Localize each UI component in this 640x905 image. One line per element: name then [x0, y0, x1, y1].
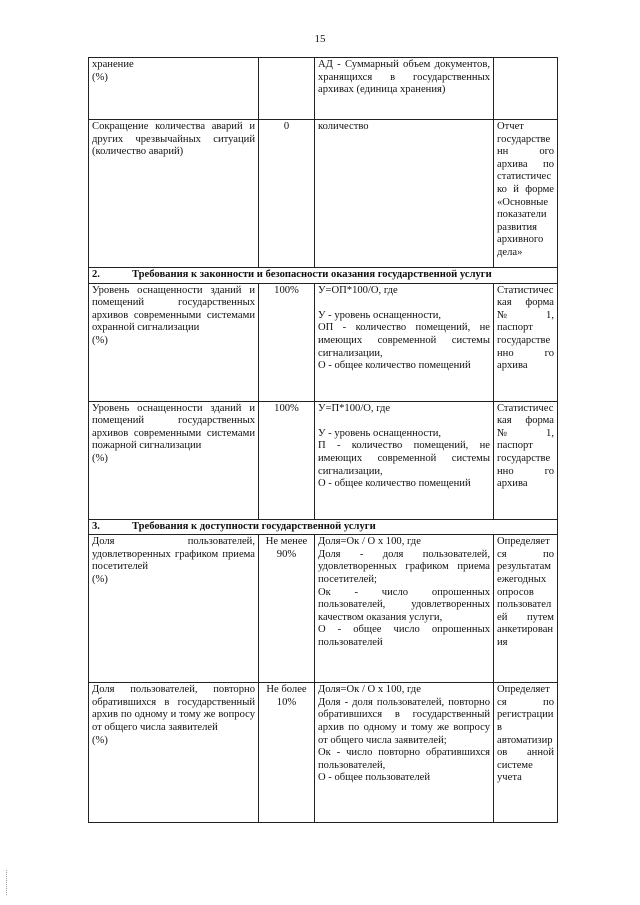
- value-cell: [259, 58, 315, 120]
- value-cell: Не менее 90%: [259, 535, 315, 683]
- value-cell: Не более 10%: [259, 683, 315, 823]
- page-number: 15: [314, 33, 326, 45]
- formula-cell: количество: [315, 120, 494, 268]
- requirements-table: [88, 57, 558, 823]
- table-row: [89, 535, 558, 683]
- section-header: [89, 519, 558, 535]
- indicator-cell: Уровень оснащенности зданий и помещений государственных архивов современными системами пожарной сигнализации (%): [89, 401, 259, 519]
- value-cell: 100%: [259, 401, 315, 519]
- section-number: 3.: [92, 520, 100, 532]
- table-row: [89, 283, 558, 401]
- value-cell: 100%: [259, 283, 315, 401]
- section-header-row: [89, 519, 558, 535]
- indicator-cell: Сокращение количества аварий и других чрезвычайных ситуаций (количество аварий): [89, 120, 259, 268]
- source-cell: Определяется по регистрации в автоматизиров анной системе учета: [494, 683, 558, 823]
- formula-cell: Доля=Ок / О х 100, где Доля - доля пользователей, повторно обратившихся в государственный архив по одному и тому же вопросу от общего числа заявителей; Ок - число повторно обратившихся пользователей, О - общее пользователей: [315, 683, 494, 823]
- section-header-row: [89, 268, 558, 284]
- margin-mark: [6, 870, 9, 895]
- table-row: [89, 58, 558, 120]
- source-cell: Отчет государственн ого архива по статистическо й форме «Основные показатели развития архивного дела»: [494, 120, 558, 268]
- section-title: Требования к законности и безопасности оказания государственной услуги: [132, 269, 492, 280]
- table-row: [89, 120, 558, 268]
- formula-cell: АД - Суммарный объем документов, хранящихся в государственных архивах (единица хранения): [315, 58, 494, 120]
- formula-cell: У=ОП*100/О, где У - уровень оснащенности, ОП - количество помещений, не имеющих современной системы сигнализации, О - общее количество помещений: [315, 283, 494, 401]
- section-title: Требования к доступности государственной услуги: [132, 520, 376, 532]
- section-number: 2.: [92, 269, 100, 280]
- value-cell: 0: [259, 120, 315, 268]
- indicator-cell: Доля пользователей, удовлетворенных графиком приема посетителей (%): [89, 535, 259, 683]
- indicator-cell: хранение (%): [89, 58, 259, 120]
- source-cell: Статистическая форма № 1, паспорт государственно го архива: [494, 401, 558, 519]
- source-cell: Определяется по результатам ежегодных опросов пользователей путем анкетирования: [494, 535, 558, 683]
- table-row: [89, 401, 558, 519]
- indicator-cell: Уровень оснащенности зданий и помещений государственных архивов современными системами охранной сигнализации (%): [89, 283, 259, 401]
- formula-cell: У=П*100/О, где У - уровень оснащенности, П - количество помещений, не имеющих современной системы сигнализации, О - общее количество помещений: [315, 401, 494, 519]
- table-row: [89, 683, 558, 823]
- source-cell: Статистическая форма № 1, паспорт государственно го архива: [494, 283, 558, 401]
- source-cell: [494, 58, 558, 120]
- formula-cell: Доля=Ок / О х 100, где Доля - доля пользователей, удовлетворенных графиком приема посетителей; Ок - число опрошенных пользователей, удовлетворенных качеством оказания услуги, О - общее число опрошенных пользователей: [315, 535, 494, 683]
- indicator-cell: Доля пользователей, повторно обратившихся в государственный архив по одному и тому же вопросу от общего числа заявителей (%): [89, 683, 259, 823]
- section-header: [89, 268, 558, 284]
